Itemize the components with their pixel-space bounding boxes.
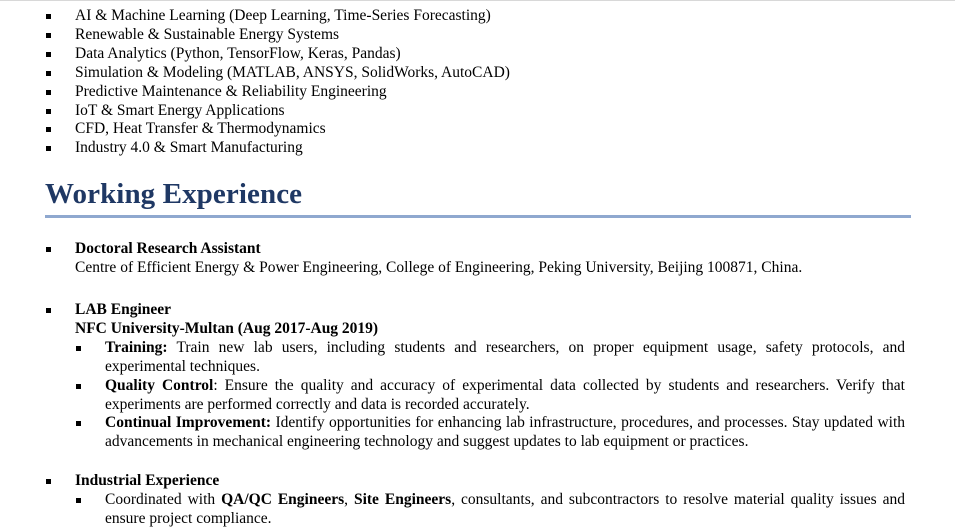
square-bullet-icon bbox=[46, 109, 51, 114]
skill-text: Simulation & Modeling (MATLAB, ANSYS, SolidWorks, AutoCAD) bbox=[75, 63, 510, 81]
job-title: Doctoral Research Assistant bbox=[75, 240, 261, 257]
detail-text: : Ensure the quality and accuracy of experimental data collected by students and researchers. Verify that experiments are performed correctly and data is recorded accurately. bbox=[105, 376, 905, 413]
job-location: Centre of Efficient Energy & Power Engineering, College of Engineering, Peking University, Beijing 100871, China. bbox=[75, 258, 803, 276]
skill-item bbox=[46, 26, 510, 45]
job-details bbox=[46, 339, 905, 452]
square-bullet-icon bbox=[46, 33, 51, 38]
skill-text: Renewable & Sustainable Energy Systems bbox=[75, 25, 340, 43]
skill-item bbox=[46, 7, 510, 26]
detail-text: Coordinated with bbox=[105, 490, 222, 508]
section-heading: Working Experience bbox=[45, 178, 303, 210]
skill-text: Data Analytics (Python, TensorFlow, Keras, Pandas) bbox=[75, 44, 401, 62]
section-rule bbox=[45, 215, 911, 218]
skill-item bbox=[46, 139, 510, 158]
square-bullet-icon bbox=[46, 146, 51, 151]
skill-text: IoT & Smart Energy Applications bbox=[75, 101, 285, 119]
job-organization: NFC University-Multan (Aug 2017-Aug 2019) bbox=[75, 319, 379, 337]
detail-label: Training: bbox=[105, 338, 168, 356]
square-bullet-icon bbox=[46, 90, 51, 95]
skill-item bbox=[46, 120, 510, 139]
square-bullet-icon bbox=[76, 384, 81, 389]
detail-item bbox=[76, 491, 905, 529]
skill-item bbox=[46, 83, 510, 102]
job-lab bbox=[46, 301, 905, 452]
skill-item bbox=[46, 64, 510, 83]
skill-text: AI & Machine Learning (Deep Learning, Time-Series Forecasting) bbox=[75, 7, 491, 24]
square-bullet-icon bbox=[46, 14, 51, 19]
job-industrial bbox=[46, 472, 905, 529]
detail-text: , bbox=[344, 490, 354, 508]
detail-text: , consultants, and subcontractors to resolve material quality issues and ensure project compliance. bbox=[105, 490, 905, 527]
detail-text: Identify opportunities for enhancing lab infrastructure, procedures, and processes. Stay updated with advancements in mechanical engineering technology and suggest updates to lab equipment or practices. bbox=[105, 414, 905, 451]
job-doctoral bbox=[46, 240, 802, 278]
detail-label: Quality Control bbox=[105, 376, 214, 394]
square-bullet-icon bbox=[46, 308, 51, 313]
detail-item bbox=[76, 377, 905, 415]
skills-list bbox=[46, 7, 510, 158]
detail-bold-term: QA/QC Engineers bbox=[221, 490, 345, 508]
square-bullet-icon bbox=[76, 498, 81, 503]
detail-bold-term: Site Engineers bbox=[353, 490, 452, 508]
skill-text: Industry 4.0 & Smart Manufacturing bbox=[75, 139, 303, 157]
skill-item bbox=[46, 45, 510, 64]
square-bullet-icon bbox=[46, 247, 51, 252]
job-title: LAB Engineer bbox=[75, 301, 172, 318]
square-bullet-icon bbox=[46, 479, 51, 484]
job-title: Industrial Experience bbox=[75, 472, 220, 489]
square-bullet-icon bbox=[76, 346, 81, 351]
skill-item bbox=[46, 102, 510, 121]
detail-label: Continual Improvement: bbox=[105, 414, 272, 432]
skill-text: Predictive Maintenance & Reliability Engineering bbox=[75, 82, 387, 100]
detail-item bbox=[76, 414, 905, 452]
job-details bbox=[46, 491, 905, 529]
detail-text: Train new lab users, including students and researchers, on proper equipment usage, safety protocols, and experimental techniques. bbox=[105, 338, 905, 375]
square-bullet-icon bbox=[46, 52, 51, 57]
skill-text: CFD, Heat Transfer & Thermodynamics bbox=[75, 120, 326, 138]
square-bullet-icon bbox=[46, 127, 51, 132]
detail-item bbox=[76, 339, 905, 377]
square-bullet-icon bbox=[76, 421, 81, 426]
square-bullet-icon bbox=[46, 71, 51, 76]
top-divider bbox=[0, 0, 955, 1]
